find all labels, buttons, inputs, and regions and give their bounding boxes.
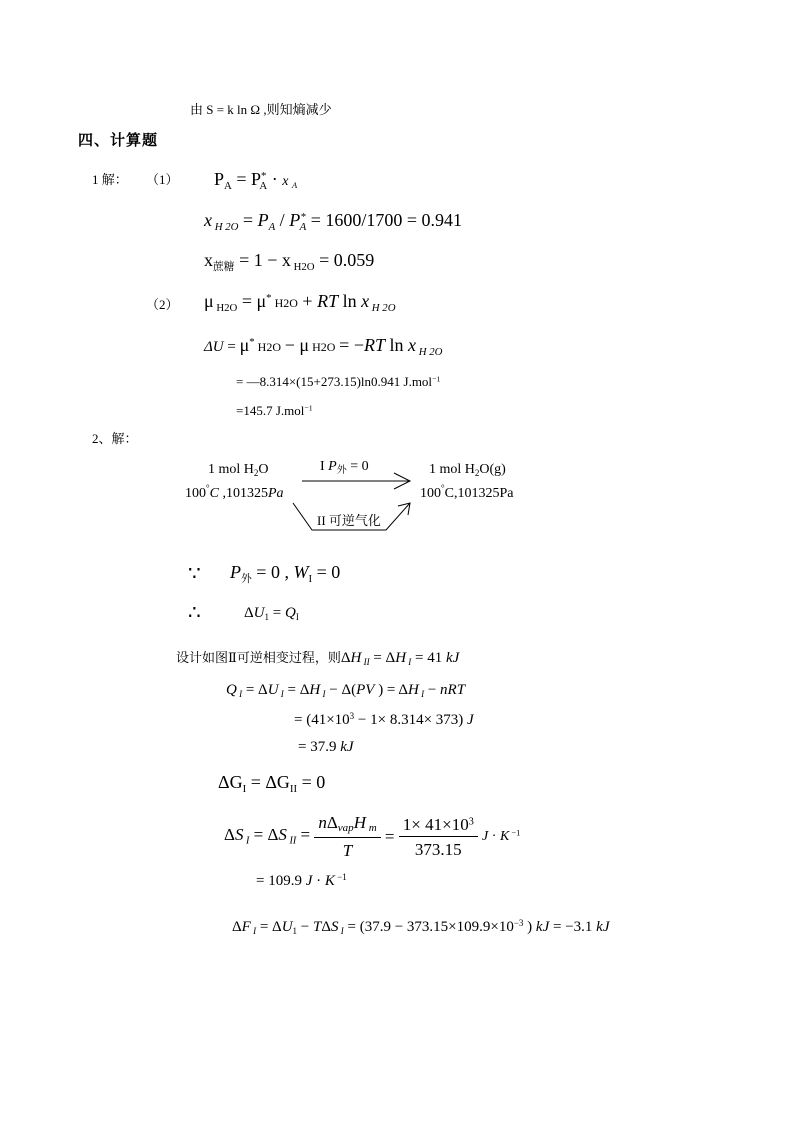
diagram-right-top: 1 mol $H_2O(g)$ [429,462,506,478]
q1-part2-label: （2） [146,297,179,312]
diagram-path1-label: I $P_外 = 0$ [320,459,369,476]
q1-eq6: = —8.314×(15+273.15)ln0.941 J.mol$^{-1}$ [236,374,441,389]
s-fraction-numeric: $\frac{1\times 41\times 10^3}{373.15}$ [399,816,478,858]
entropy-conclusion-line: 由 S = k ln Ω ,则知熵减少 [190,102,332,117]
section-title: 四、计算题 [78,133,159,149]
q1-eq7: =145.7 J.mol$^{-1}$ [236,403,313,418]
therefore-symbol: ∴ [188,602,201,624]
q-eq1: Q $_I$ = ΔU $_I$ = ΔH $_I$ − Δ(PV ) = ΔH $_I$ − nRT [226,682,466,700]
s-result: = 109.9 J · K $^{-1}$ [256,872,347,889]
diagram-path2-label: II 可逆气化 [317,513,381,528]
f-eq: ΔF $_I = \Delta U_1 - T\Delta S$ $_I = (37.9 - 373.15\times 109.9\times 10^{-3}$ ) kJ = −3.1 kJ [232,918,610,937]
q1-eq1: $P_A = P^*_A \cdot x$ $_A$ [214,169,298,192]
process-diagram-svg [180,455,540,545]
because-statement: $P_外 = 0$ , $W_I = 0$ [230,562,341,585]
q1-label: 1 解： [92,172,128,187]
design-text: 设计如图Ⅱ可逆相变过程，则 [176,650,341,665]
design-line: 设计如图Ⅱ可逆相变过程，则ΔH $_{II}$ = ΔH $_I$ = 41 kJ [176,650,460,668]
q-eq3: = 37.9 kJ [298,739,354,755]
g-eq: $\Delta G_I = \Delta G_{II} = 0$ [218,772,326,795]
q1-eq5: ΔU = μ* H2O − μ H2O = −RT ln x $_{H 2O}$ [204,335,443,358]
q1-eq4: μ $_{H2O}$ = μ* H2O + RT ln x $_{H 2O}$ [204,291,396,314]
q1-part1-label: （1） [146,172,179,187]
because-symbol: ∵ [188,563,201,585]
q1-eq3: $x_{蔗糖} = 1 - x$ $_{H2O}$ = 0.059 [204,250,375,273]
s-eq: ΔS $_I$ = ΔS $_{II}$ = $\frac{\text{nΔvapH m}}{T}$ = $\frac{1\times 41\times 10^3}{373.15}$ J · K $^{-1}$ [224,813,521,860]
diagram-left-top: 1 mol $H_2O$ [208,462,269,478]
q2-label: 2、解： [92,431,138,446]
s-fraction-symbolic: $\frac{\text{nΔvapH m}}{T}$ [314,814,380,859]
q-eq2: = $(41\times 10^3 - 1\times 8.314\times 373)$ J [294,711,474,728]
process-diagram [180,455,540,545]
q1-eq2: x $_{H 2O} = P_A / P^*_A = 1600/1700 = 0.941$ [204,210,463,233]
diagram-left-bottom: 100°C ,101325Pa [185,483,284,501]
therefore-statement: $\Delta U_1 = Q_I$ [244,605,299,623]
diagram-right-bottom: 100°C,101325Pa [420,483,514,501]
